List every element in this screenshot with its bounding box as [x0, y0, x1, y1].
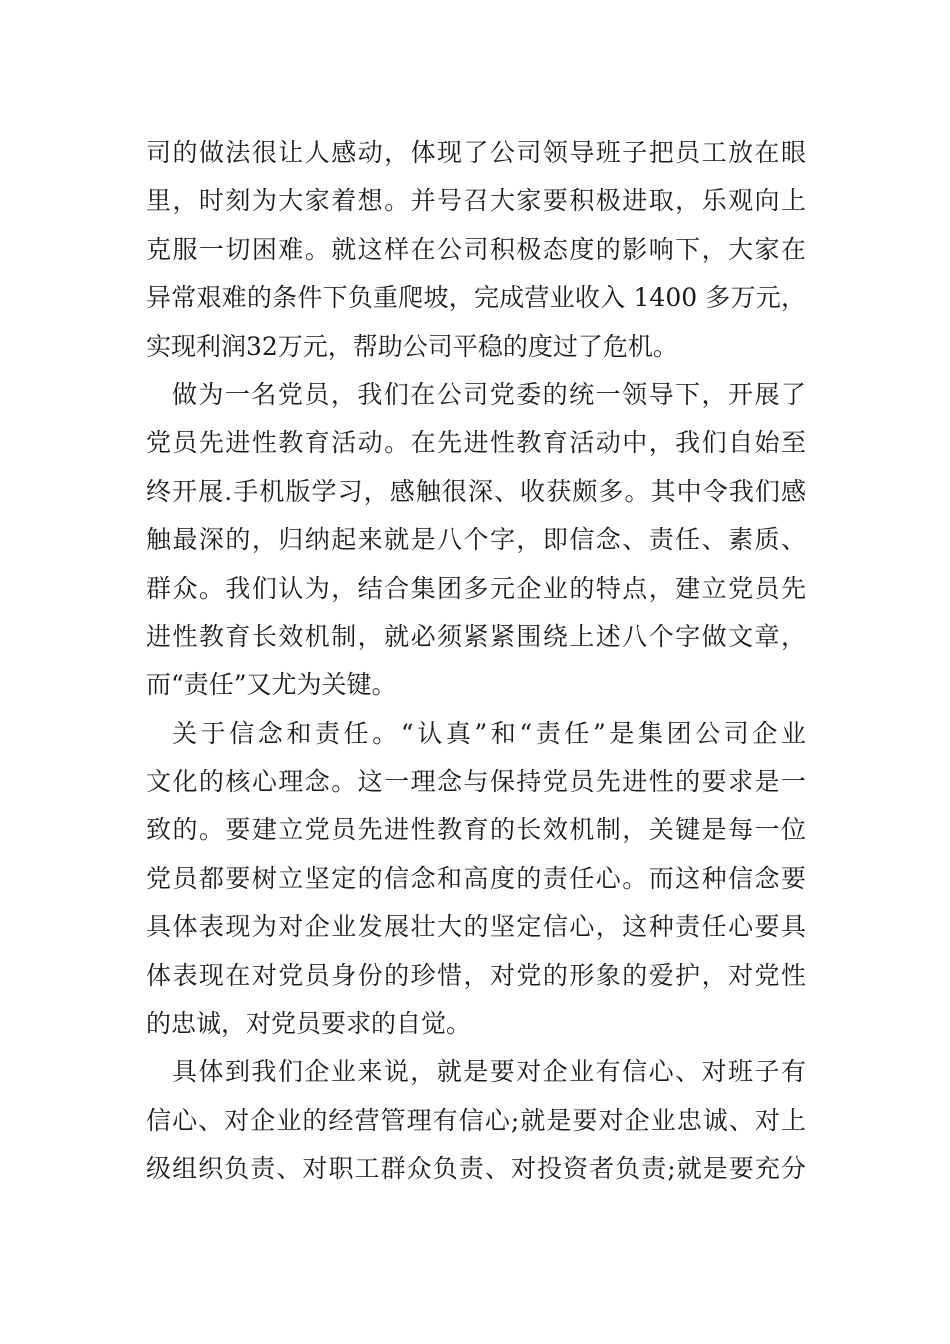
document-body — [146, 129, 806, 1194]
text-line: 党员先进性教育活动。在先进性教育活动中，我们自始至 — [146, 428, 806, 458]
text-line: 司的做法很让人感动，体现了公司领导班子把员工放在眼 — [146, 138, 806, 167]
text-line: 级组织负责、对职工群众负责、对投资者负责;就是要充分 — [146, 1154, 806, 1184]
text-line: 群众。我们认为，结合集团多元企业的特点，建立党员先 — [146, 573, 806, 603]
text-line: 触最深的，归纳起来就是八个字，即信念、责任、素质、 — [146, 525, 806, 555]
text-line: 异常艰难的条件下负重爬坡，完成营业收入 1400 多万元， — [146, 283, 806, 313]
text-line: 而“责任”又尤为关键。 — [146, 670, 397, 700]
text-line: 具体表现为对企业发展壮大的坚定信心，这种责任心要具 — [146, 912, 806, 942]
text-line: 的忠诚，对党员要求的自觉。 — [146, 1009, 472, 1039]
text-line: 实现利润32万元，帮助公司平稳的度过了危机。 — [146, 331, 678, 361]
paragraph-first-line: 具体到我们企业来说，就是要对企业有信心、对班子有 — [172, 1057, 806, 1087]
text-line: 体表现在对党员身份的珍惜，对党的形象的爱护，对党性 — [146, 960, 806, 990]
text-line: 进性教育长效机制，就必须紧紧围绕上述八个字做文章， — [146, 621, 806, 651]
text-line: 信心、对企业的经营管理有信心;就是要对企业忠诚、对上 — [146, 1105, 806, 1135]
text-line: 党员都要树立坚定的信念和高度的责任心。而这种信念要 — [146, 863, 806, 893]
text-line: 终开展.手机版学习，感触很深、收获颇多。其中令我们感 — [146, 476, 806, 506]
text-line: 文化的核心理念。这一理念与保持党员先进性的要求是一 — [146, 767, 806, 797]
text-line: 里，时刻为大家着想。并号召大家要积极进取，乐观向上 — [146, 186, 806, 216]
paragraph-first-line: 做为一名党员，我们在公司党委的统一领导下，开展了 — [172, 379, 806, 409]
paragraph-first-line: 关于信念和责任。“认真”和“责任”是集团公司企业 — [172, 718, 806, 748]
text-line: 克服一切困难。就这样在公司积极态度的影响下，大家在 — [146, 234, 806, 264]
text-line: 致的。要建立党员先进性教育的长效机制，关键是每一位 — [146, 815, 806, 845]
